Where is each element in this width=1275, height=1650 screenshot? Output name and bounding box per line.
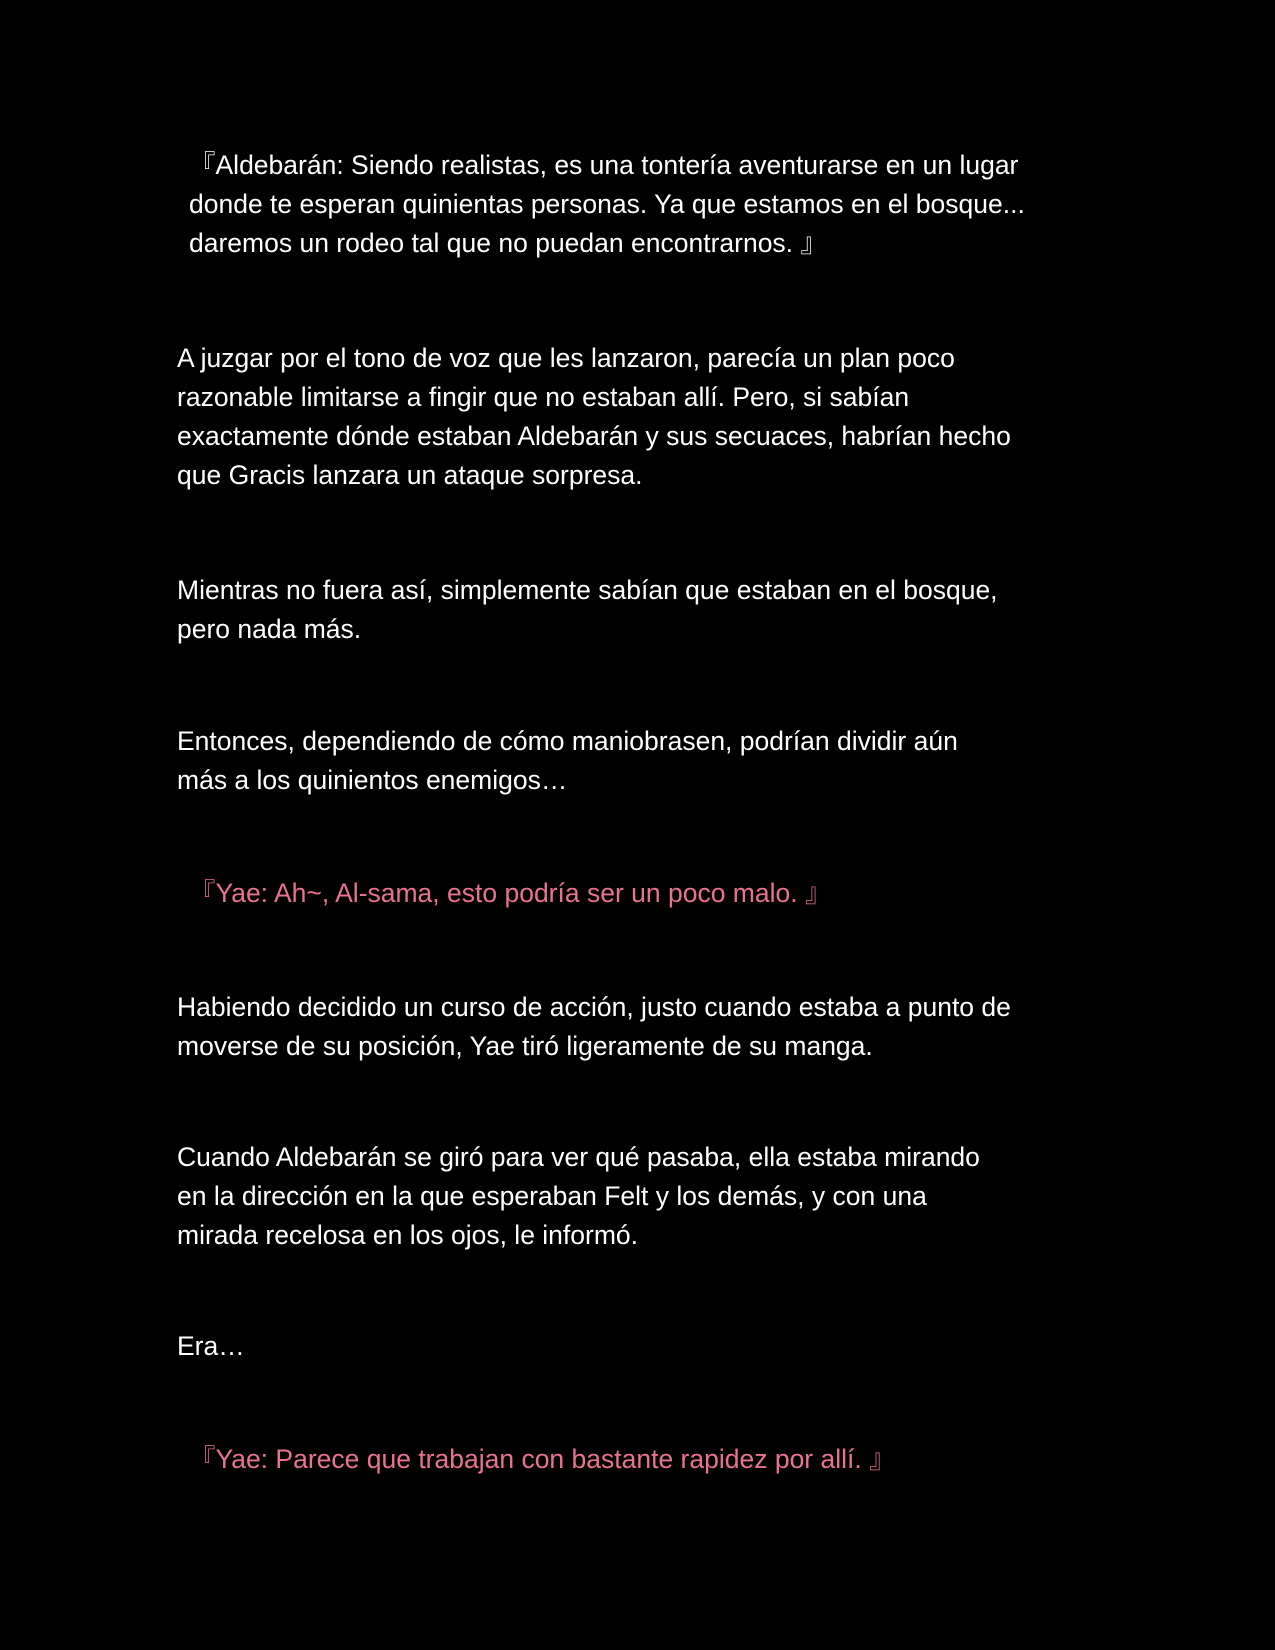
text-line: 『Yae: Parece que trabajan con bastante rapidez por allí. 』: [189, 1444, 896, 1474]
dialogue-aldebaran-1: [177, 146, 1117, 263]
text-line: Habiendo decidido un curso de acción, justo cuando estaba a punto de: [177, 992, 1011, 1022]
text-line: Mientras no fuera así, simplemente sabían que estaban en el bosque,: [177, 575, 998, 605]
text-line: mirada recelosa en los ojos, le informó.: [177, 1220, 639, 1250]
text-line: que Gracis lanzara un ataque sorpresa.: [177, 460, 643, 490]
narration-paragraph-1: [177, 339, 1117, 495]
text-line: A juzgar por el tono de voz que les lanzaron, parecía un plan poco: [177, 343, 955, 373]
narration-paragraph-5: [177, 1138, 1117, 1255]
narration-paragraph-4: [177, 988, 1117, 1066]
text-line: pero nada más.: [177, 614, 362, 644]
text-line: Era…: [177, 1331, 245, 1361]
text-line: 『Aldebarán: Siendo realistas, es una tontería aventurarse en un lugar: [189, 150, 1019, 180]
text-line: donde te esperan quinientas personas. Ya que estamos en el bosque...: [189, 189, 1025, 219]
text-line: moverse de su posición, Yae tiró ligeramente de su manga.: [177, 1031, 873, 1061]
text-line: daremos un rodeo tal que no puedan encontrarnos. 』: [189, 228, 827, 258]
dialogue-yae-1: [177, 874, 1117, 913]
text-line: más a los quinientos enemigos…: [177, 765, 568, 795]
text-line: exactamente dónde estaban Aldebarán y sus secuaces, habrían hecho: [177, 421, 1011, 451]
narration-paragraph-6: [177, 1327, 1117, 1366]
narration-paragraph-3: [177, 722, 1117, 800]
text-line: 『Yae: Ah~, Al-sama, esto podría ser un poco malo. 』: [189, 878, 832, 908]
text-line: en la dirección en la que esperaban Felt y los demás, y con una: [177, 1181, 927, 1211]
dialogue-yae-2: [177, 1440, 1117, 1479]
narration-paragraph-2: [177, 571, 1117, 649]
text-line: Entonces, dependiendo de cómo maniobrasen, podrían dividir aún: [177, 726, 958, 756]
text-line: Cuando Aldebarán se giró para ver qué pasaba, ella estaba mirando: [177, 1142, 980, 1172]
text-line: razonable limitarse a fingir que no estaban allí. Pero, si sabían: [177, 382, 910, 412]
